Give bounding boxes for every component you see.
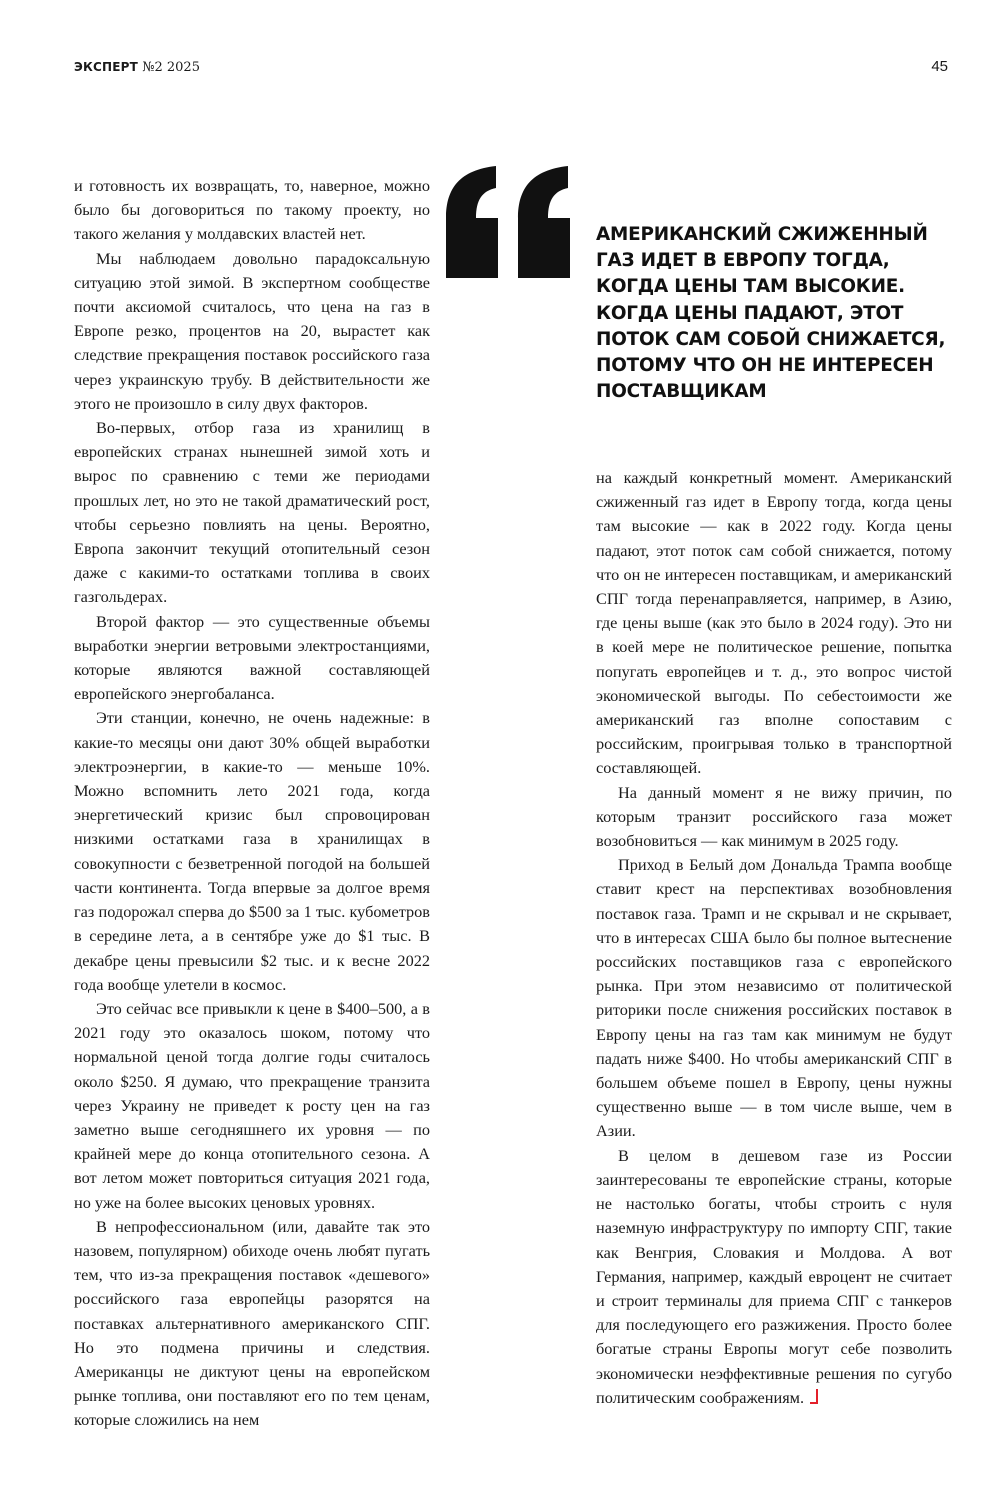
paragraph: На данный момент я не вижу причин, по которым транзит российского газа может возобновиться — как минимум в 2025 году.: [596, 782, 952, 851]
article-column-left: [74, 174, 430, 1433]
page-number: 45: [931, 58, 948, 75]
paragraph: Второй фактор — это существенные объемы выработки энергии ветровыми электростанциями, которые являются важной составляющей европейского энергобаланса.: [74, 611, 430, 704]
paragraph: на каждый конкретный момент. Американский сжиженный газ идет в Европу тогда, когда цены там высокие — как в 2022 году. Когда цены падают, этот поток сам собой снижается, потому что он не интересен поставщикам, и американский СПГ тогда перенаправляется, например, в Азию, где цены выше (как это было в 2024 году). Это ни в коей мере не политическое решение, попытка попугать европейцев и т. д., это вопрос чистой экономической выгоды. По себестоимости же американский газ вполне сопоставим с российским, проигрывая только в транспортной составляющей.: [596, 468, 952, 778]
paragraph: Это сейчас все привыкли к цене в $400–500, а в 2021 году это оказалось шоком, потому что нормальной ценой тогда долгие годы считалось около $250. Я думаю, что прекращение транзита через Украину не приведет к росту цен на газ заметно выше сегодняшнего их уровня — по крайней мере до конца отопительного сезона. А вот летом может повториться ситуация 2021 года, но уже на более высоких ценовых уровнях.: [74, 998, 430, 1212]
paragraph: и готовность их возвращать, то, наверное, можно было бы договориться по такому проекту, но такого желания у молдавских властей нет.: [74, 176, 430, 244]
paragraph: Приход в Белый дом Дональда Трампа вообще ставит крест на перспективах возобновления поставок газа. Трамп и не скрывал и не скрывает, что в интересах США было бы полное вытеснение российских поставщиков газа с европейского рынка. При этом независимо от политической риторики после снижения российских поставок в Европу цены на газ там как минимум не будут падать ниже $400. Но чтобы американский СПГ в большем объеме пошел в Европу, цены нужны существенно выше — в том числе выше, чем в Азии.: [596, 855, 952, 1141]
running-header: [74, 60, 200, 75]
quote-marks-icon: [446, 166, 574, 278]
paragraph: Во-первых, отбор газа из хранилищ в европейских странах нынешней зимой хоть и вырос по сравнению с теми же периодами прошлых лет, но это не такой драматический рост, чтобы серьезно повлиять на цены. Вероятно, Европа закончит текущий отопительный сезон даже с какими-то остатками топлива в своих газгольдерах.: [74, 418, 430, 607]
magazine-brand: ЭКСПЕРТ: [74, 60, 139, 74]
article-column-right: [596, 466, 952, 1410]
paragraph-last: [596, 1144, 952, 1410]
end-of-article-icon: [810, 1389, 818, 1404]
pull-quote: АМЕРИКАНСКИЙ СЖИЖЕННЫЙ ГАЗ ИДЕТ В ЕВРОПУ ТОГДА, КОГДА ЦЕНЫ ТАМ ВЫСОКИЕ. КОГДА ЦЕНЫ ПАДАЮТ, ЭТОТ ПОТОК САМ СОБОЙ СНИЖАЕТСЯ, ПОТОМУ ЧТО ОН НЕ ИНТЕРЕСЕН ПОСТАВЩИКАМ: [596, 224, 946, 403]
issue-number: №2 2025: [142, 60, 200, 75]
paragraph-text: В целом в дешевом газе из России заинтересованы те европейские страны, которые не настолько богаты, чтобы строить с нуля наземную инфраструктуру по импорту СПГ, такие как Венгрия, Словакия и Молдова. А вот Германия, например, каждый евроцент не считает и строит терминалы для приема СПГ с танкеров для последующего его разжижения. Просто более богатые страны Европы могут себе позволить экономически неэффективные решения по сугубо политическим соображениям.: [596, 1145, 952, 1407]
paragraph: В непрофессиональном (или, давайте так это назовем, популярном) обиходе очень любят пугать тем, что из-за прекращения поставок «дешевого» российского газа европейцы разорятся на поставках альтернативного американского СПГ. Но это подмена причины и следствия. Американцы не диктуют цены на европейском рынке топлива, они поставляют его по тем ценам, которые сложились на нем: [74, 1216, 430, 1430]
paragraph: Мы наблюдаем довольно парадоксальную ситуацию этой зимой. В экспертном сообществе почти аксиомой считалось, что цена на газ в Европе резко, процентов на 20, вырастет как следствие прекращения поставок российского газа через украинскую трубу. В действительности же этого не произошло в силу двух факторов.: [74, 248, 430, 413]
paragraph: Эти станции, конечно, не очень надежные: в какие-то месяцы они дают 30% общей выработки электроэнергии, в какие-то — меньше 10%. Можно вспомнить лето 2021 года, когда энергетический кризис был спровоцирован низкими остатками газа в хранилищах в совокупности с безветренной погодой на большей части континента. Тогда впервые за долгое время газ подорожал сперва до $500 за 1 тыс. кубометров в середине лета, а в сентябре уже до $1 тыс. В декабре цены превысили $2 тыс. и к весне 2022 года вообще улетели в космос.: [74, 708, 430, 994]
